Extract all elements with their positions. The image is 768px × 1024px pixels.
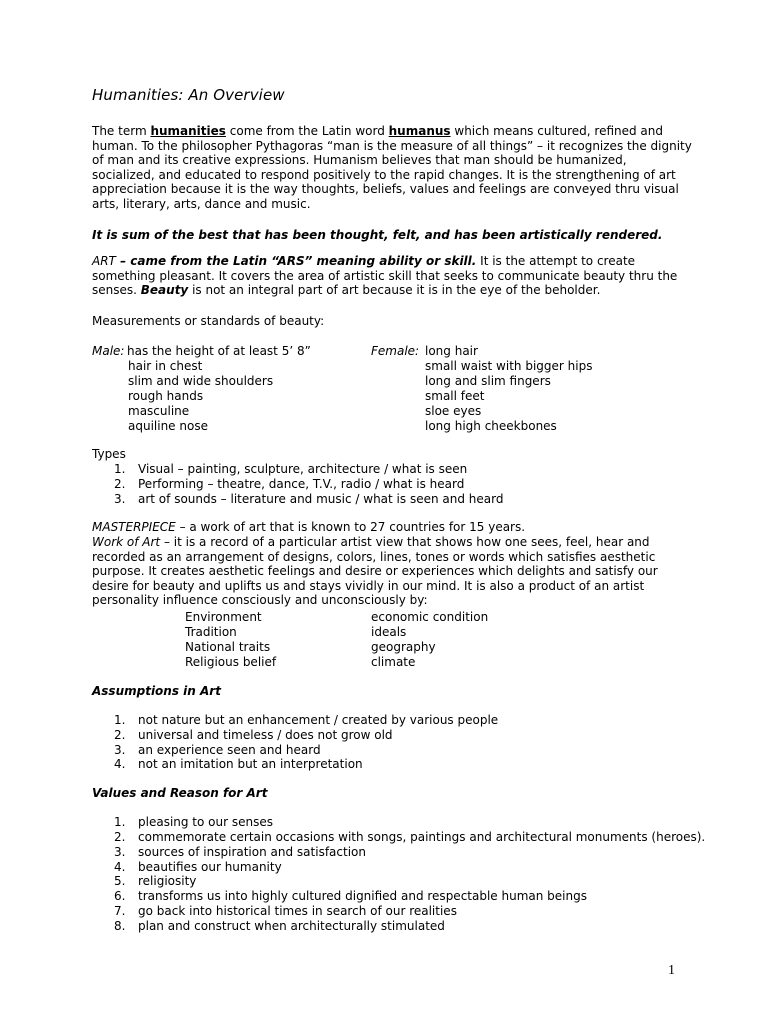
list-number: 3. (114, 845, 126, 859)
list-number: 4. (114, 757, 126, 771)
male-item: slim and wide shoulders (128, 374, 274, 388)
male-item: aquiline nose (128, 419, 208, 433)
list-number: 5. (114, 874, 126, 888)
male-label: Male: (92, 344, 125, 358)
list-text: beautifies our humanity (138, 860, 282, 874)
female-item: small waist with bigger hips (425, 359, 593, 373)
female-label: Female: (371, 344, 420, 358)
list-number: 2. (114, 830, 126, 844)
values-heading: Values and Reason for Art (92, 786, 268, 800)
list-number: 3. (114, 743, 126, 757)
art-word: ART (92, 254, 116, 268)
intro-text-2: come from the Latin word (225, 124, 389, 138)
female-item: long high cheekbones (425, 419, 557, 433)
list-text: not an imitation but an interpretation (138, 757, 363, 771)
art-label (92, 254, 476, 268)
list-number: 1. (114, 815, 126, 829)
influence-item: climate (371, 655, 416, 669)
list-number: 2. (114, 728, 126, 742)
masterpiece-line (92, 520, 692, 535)
masterpiece-label: MASTERPIECE (92, 520, 176, 534)
influence-item: Religious belief (185, 655, 277, 669)
list-number: 1. (114, 462, 126, 476)
influence-item: National traits (185, 640, 271, 654)
influence-item: Environment (185, 610, 262, 624)
work-of-art-text: – it is a record of a particular artist view that shows how one sees, feel, hear and recorded as an arrangement of designs, colors, lines, tones or words which satisfies aesthetic purpose. It creates aesthetic feelings and desire or experiences which delights and satisfy our desire for beauty and uplifts us and stays vividly in our mind. It is also a product of an artist personality influence consciously and unconsciously by: (92, 535, 658, 608)
list-text: religiosity (138, 874, 197, 888)
art-origin: – came from the Latin “ARS” meaning ability or skill. (115, 254, 477, 268)
list-text: plan and construct when architecturally stimulated (138, 919, 445, 933)
list-text: Performing – theatre, dance, T.V., radio / what is heard (138, 477, 465, 491)
art-text-1: It is the attempt to create something pleasant. It covers the area of artistic skill that seeks to communicate beauty thru the senses. (92, 254, 678, 298)
work-of-art-paragraph (92, 535, 692, 608)
list-text: art of sounds – literature and music / what is seen and heard (138, 492, 504, 506)
list-text: universal and timeless / does not grow old (138, 728, 393, 742)
intro-text-3: which means cultured, refined and human. To the philosopher Pythagoras “man is the measure of all things” – it recognizes the dignity of man and its creative expressions. Humanism believes that man should be humanized, socialized, and educated to respond positively to the rapid changes. It is the strengthening of art appreciation because it is the way thoughts, beliefs, values and feelings are conveyed thru visual arts, literary, arts, dance and music. (92, 124, 692, 211)
page-number: 1 (668, 963, 675, 978)
list-text: transforms us into highly cultured dignified and respectable human beings (138, 889, 587, 903)
list-number: 1. (114, 713, 126, 727)
measurements-label: Measurements or standards of beauty: (92, 314, 325, 328)
list-text: sources of inspiration and satisfaction (138, 845, 366, 859)
influence-item: ideals (371, 625, 407, 639)
list-text: commemorate certain occasions with songs, paintings and architectural monuments (heroes). (138, 830, 706, 844)
intro-text-1: The term (92, 124, 151, 138)
female-item: long and slim fingers (425, 374, 551, 388)
beauty-word: Beauty (140, 283, 189, 298)
female-item: sloe eyes (425, 404, 482, 418)
page-title: Humanities: An Overview (92, 86, 285, 104)
male-item: has the height of at least 5’ 8” (127, 344, 311, 358)
masterpiece-text: – a work of art that is known to 27 countries for 15 years. (175, 520, 526, 534)
work-of-art-label: Work of Art (92, 535, 161, 549)
assumptions-heading: Assumptions in Art (92, 684, 221, 698)
male-item: rough hands (128, 389, 204, 403)
term-humanities: humanities (150, 124, 226, 138)
list-text: not nature but an enhancement / created by various people (138, 713, 499, 727)
art-definition (92, 254, 692, 298)
male-item: masculine (128, 404, 190, 418)
art-text-2: is not an integral part of art because it is in the eye of the beholder. (188, 283, 601, 298)
list-text: go back into historical times in search of our realities (138, 904, 457, 918)
influence-item: geography (371, 640, 436, 654)
influence-item: economic condition (371, 610, 489, 624)
list-number: 6. (114, 889, 126, 903)
list-text: an experience seen and heard (138, 743, 321, 757)
female-item: long hair (425, 344, 478, 358)
male-item: hair in chest (128, 359, 203, 373)
list-text: pleasing to our senses (138, 815, 273, 829)
list-number: 7. (114, 904, 126, 918)
list-text: Visual – painting, sculpture, architecture / what is seen (138, 462, 468, 476)
female-item: small feet (425, 389, 485, 403)
list-number: 8. (114, 919, 126, 933)
tagline: It is sum of the best that has been thought, felt, and has been artistically rendered. (92, 228, 663, 242)
influence-item: Tradition (185, 625, 237, 639)
intro-paragraph (92, 124, 692, 212)
term-humanus: humanus (388, 124, 451, 138)
types-label: Types (92, 447, 126, 461)
list-number: 2. (114, 477, 126, 491)
list-number: 4. (114, 860, 126, 874)
list-number: 3. (114, 492, 126, 506)
